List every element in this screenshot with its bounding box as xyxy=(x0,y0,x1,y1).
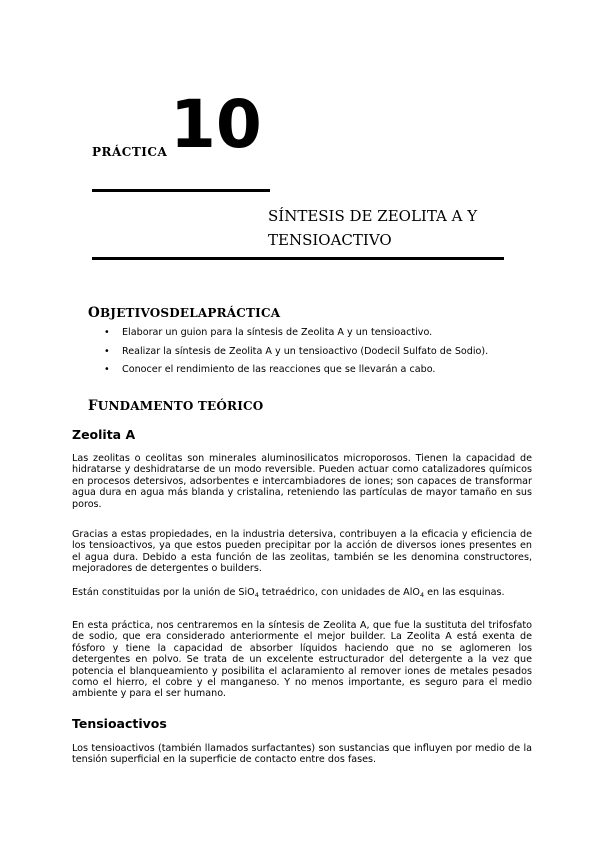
bullet-icon: • xyxy=(104,327,110,338)
theory-heading xyxy=(88,398,263,414)
title-line-2: TENSIOACTIVO xyxy=(268,231,392,249)
objectives-heading-rest: BJETIVOSDELAPRÁCTICA xyxy=(99,306,281,320)
zeolite-paragraph-2: Gracias a estas propiedades, en la industria detersiva, contribuyen a la eficacia y eficiencia de los tensioactivos, ya que estos pueden precipitar por la acción de diversos iones presentes en el agua dura. Debido a esta función de las zeolitas, también se les denomina constructores, mejoradores de detergentes o builders. xyxy=(72,529,532,575)
objectives-heading-initial: O xyxy=(88,305,100,321)
zeolite-paragraph-1: Las zeolitas o ceolitas son minerales aluminosilicatos microporosos. Tienen la capacidad de hidratarse y deshidratarse de un modo reversible. Pueden actuar como catalizadores químicos en procesos detersivos, adsorbentes e intercambiadores de iones; son capaces de transformar agua dura en agua más blanda y cristalina, reteniendo las partículas de mayor tamaño en sus poros. xyxy=(72,453,532,510)
header-rule-short xyxy=(92,189,270,192)
zeolite-paragraph-4: En esta práctica, nos centraremos en la síntesis de Zeolita A, que fue la sustituta del trifosfato de sodio, que era considerado anteriormente el mejor builder. La Zeolita A está exenta de fósforo y tiene la capacidad de absorber líquidos haciendo que no se aglomeren los detergentes en polvo. Se trata de un excelente estructurador del detergente a la vez que potencia el blanqueamiento y posibilita el aclaramiento al remover iones de metales pesados como el hierro, el cobre y el manganeso. Y no menos importante, es seguro para el medio ambiente y para el ser humano. xyxy=(72,620,532,700)
header-rule-long xyxy=(92,257,504,260)
objectives-heading xyxy=(88,305,280,321)
bullet-icon: • xyxy=(104,345,110,357)
theory-heading-rest: UNDAMENTO TEÓRICO xyxy=(97,399,264,413)
theory-heading-initial: F xyxy=(88,398,98,414)
surfactants-paragraph-1: Los tensioactivos (también llamados surfactantes) son sustancias que influyen por medio de la tensión superficial en la superficie de contacto entre dos fases. xyxy=(72,743,532,766)
list-item xyxy=(104,363,524,382)
practice-number: 10 xyxy=(170,86,262,163)
objective-text: Conocer el rendimiento de las reacciones que se llevarán a cabo. xyxy=(122,364,436,375)
formula-text-a: Están constituidas por la unión de SiO xyxy=(72,587,255,598)
zeolite-paragraph-3 xyxy=(72,587,532,601)
formula-text-c: en las esquinas. xyxy=(424,587,505,598)
objective-text: Elaborar un guion para la síntesis de Zeolita A y un tensioactivo. xyxy=(122,327,433,338)
objectives-list xyxy=(104,326,524,382)
objective-text: Realizar la síntesis de Zeolita A y un tensioactivo (Dodecil Sulfato de Sodio). xyxy=(122,345,489,357)
formula-subscript-1: 4 xyxy=(254,591,259,599)
zeolite-heading: Zeolita A xyxy=(72,427,136,442)
practice-title xyxy=(268,204,518,252)
list-item xyxy=(104,326,524,345)
list-item xyxy=(104,345,524,364)
formula-text-b: tetraédrico, con unidades de AlO xyxy=(258,587,420,598)
bullet-icon: • xyxy=(104,364,110,375)
formula-subscript-2: 4 xyxy=(419,591,425,599)
surfactants-heading: Tensioactivos xyxy=(72,716,167,731)
practice-label: PRÁCTICA xyxy=(92,145,168,159)
title-line-1: SÍNTESIS DE ZEOLITA A Y xyxy=(268,207,478,225)
